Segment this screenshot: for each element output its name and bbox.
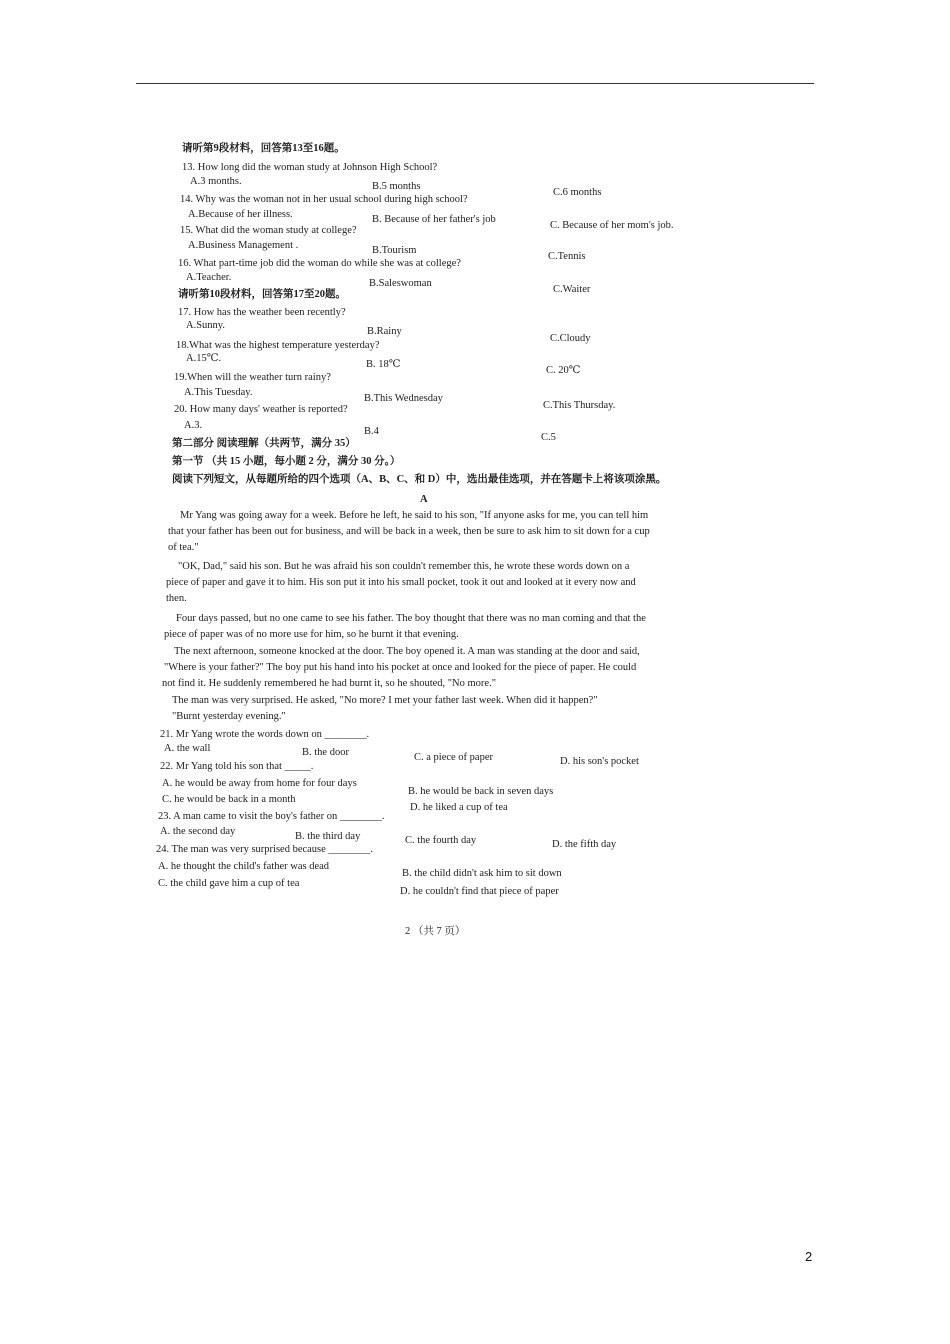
section-one-heading: 第一节 （共 15 小题，每小题 2 分，满分 30 分。） (172, 456, 401, 467)
q15-option-b: B.Tourism (372, 245, 417, 256)
passage-line: The man was very surprised. He asked, "No more? I met your father last week. When did it happen?" (172, 695, 598, 706)
passage-line: then. (166, 593, 187, 604)
q17-option-c: C.Cloudy (550, 333, 591, 344)
q13-option-b: B.5 months (372, 181, 421, 192)
q16-option-a: A.Teacher. (186, 272, 232, 283)
passage-line: piece of paper and gave it to him. His son put it into his small pocket, took it out and looked at it every now and (166, 577, 636, 588)
q15-option-c: C.Tennis (548, 251, 586, 262)
listening-instruction-10: 请听第10段材料，回答第17至20题。 (178, 289, 346, 300)
q20-option-c: C.5 (541, 432, 556, 443)
question-24: 24. The man was very surprised because ________. (156, 844, 374, 855)
header-rule (136, 83, 814, 84)
part-two-heading: 第二部分 阅读理解（共两节，满分 35） (172, 438, 356, 449)
q24-option-a: A. he thought the child's father was dead (158, 861, 330, 872)
q18-option-a: A.15℃. (186, 353, 222, 364)
question-16: 16. What part-time job did the woman do while she was at college? (178, 258, 461, 269)
question-14: 14. Why was the woman not in her usual school during high school? (180, 194, 468, 205)
q22-option-d: D. he liked a cup of tea (410, 802, 508, 813)
question-20: 20. How many days' weather is reported? (174, 404, 348, 415)
q20-option-b: B.4 (364, 426, 379, 437)
passage-line: that your father has been out for business, and will be back in a week, then be sure to ask him to sit down for a cup (168, 526, 650, 537)
q18-option-b: B. 18℃ (366, 359, 401, 370)
question-23: 23. A man came to visit the boy's father on ________. (158, 811, 385, 822)
question-17: 17. How has the weather been recently? (178, 307, 346, 318)
question-18: 18.What was the highest temperature yesterday? (176, 340, 380, 351)
q14-option-a: A.Because of her illness. (188, 209, 293, 220)
page-footer: 2 （共 7 页） (405, 926, 466, 937)
q23-option-a: A. the second day (160, 826, 236, 837)
passage-line: The next afternoon, someone knocked at the door. The boy opened it. A man was standing at the door and said, (174, 646, 640, 657)
q14-option-c: C. Because of her mom's job. (550, 220, 674, 231)
q22-option-b: B. he would be back in seven days (408, 786, 554, 797)
passage-line: not find it. He suddenly remembered he had burnt it, so he shouted, "No more." (162, 678, 497, 689)
q22-option-a: A. he would be away from home for four days (162, 778, 357, 789)
q14-option-b: B. Because of her father's job (372, 214, 496, 225)
passage-line: piece of paper was of no more use for him, so he burnt it that evening. (164, 629, 459, 640)
q13-option-c: C.6 months (553, 187, 602, 198)
q24-option-c: C. the child gave him a cup of tea (158, 878, 300, 889)
q16-option-c: C.Waiter (553, 284, 591, 295)
q17-option-a: A.Sunny. (186, 320, 225, 331)
scanned-exam-page (150, 125, 790, 937)
question-19: 19.When will the weather turn rainy? (174, 372, 331, 383)
q16-option-b: B.Saleswoman (369, 278, 432, 289)
q17-option-b: B.Rainy (367, 326, 402, 337)
q21-option-a: A. the wall (164, 743, 211, 754)
q19-option-a: A.This Tuesday. (184, 387, 253, 398)
q19-option-c: C.This Thursday. (543, 400, 616, 411)
passage-line: "OK, Dad," said his son. But he was afraid his son couldn't remember this, he wrote these words down on a (178, 561, 630, 572)
reading-instruction: 阅读下列短文，从每题所给的四个选项（A、B、C、和 D）中，选出最佳选项，并在答题卡上将该项涂黑。 (172, 474, 667, 485)
passage-line: of tea." (168, 542, 199, 553)
passage-line: "Where is your father?" The boy put his hand into his pocket at once and looked for the piece of paper. He could (164, 662, 637, 673)
q21-option-d: D. his son's pocket (560, 756, 639, 767)
q15-option-a: A.Business Management . (188, 240, 299, 251)
question-13: 13. How long did the woman study at Johnson High School? (182, 162, 438, 173)
q18-option-c: C. 20℃ (546, 365, 581, 376)
passage-line: Four days passed, but no one came to see his father. The boy thought that there was no man coming and that the (176, 613, 646, 624)
question-15: 15. What did the woman study at college? (180, 225, 357, 236)
question-22: 22. Mr Yang told his son that _____. (160, 761, 314, 772)
q20-option-a: A.3. (184, 420, 203, 431)
passage-label: A (420, 494, 428, 505)
q19-option-b: B.This Wednesday (364, 393, 443, 404)
passage-line: Mr Yang was going away for a week. Before he left, he said to his son, "If anyone asks for me, you can tell him (180, 510, 649, 521)
q13-option-a: A.3 months. (190, 176, 242, 187)
q23-option-c: C. the fourth day (405, 835, 477, 846)
q24-option-b: B. the child didn't ask him to sit down (402, 868, 562, 879)
q23-option-d: D. the fifth day (552, 839, 617, 850)
listening-instruction-9: 请听第9段材料，回答第13至16题。 (182, 143, 345, 154)
passage-line: "Burnt yesterday evening." (172, 711, 286, 722)
question-21: 21. Mr Yang wrote the words down on ________. (160, 729, 370, 740)
q21-option-c: C. a piece of paper (414, 752, 494, 763)
q22-option-c: C. he would be back in a month (162, 794, 296, 805)
q24-option-d: D. he couldn't find that piece of paper (400, 886, 559, 897)
q23-option-b: B. the third day (295, 831, 361, 842)
page-number: 2 (805, 1249, 813, 1264)
q21-option-b: B. the door (302, 747, 349, 758)
